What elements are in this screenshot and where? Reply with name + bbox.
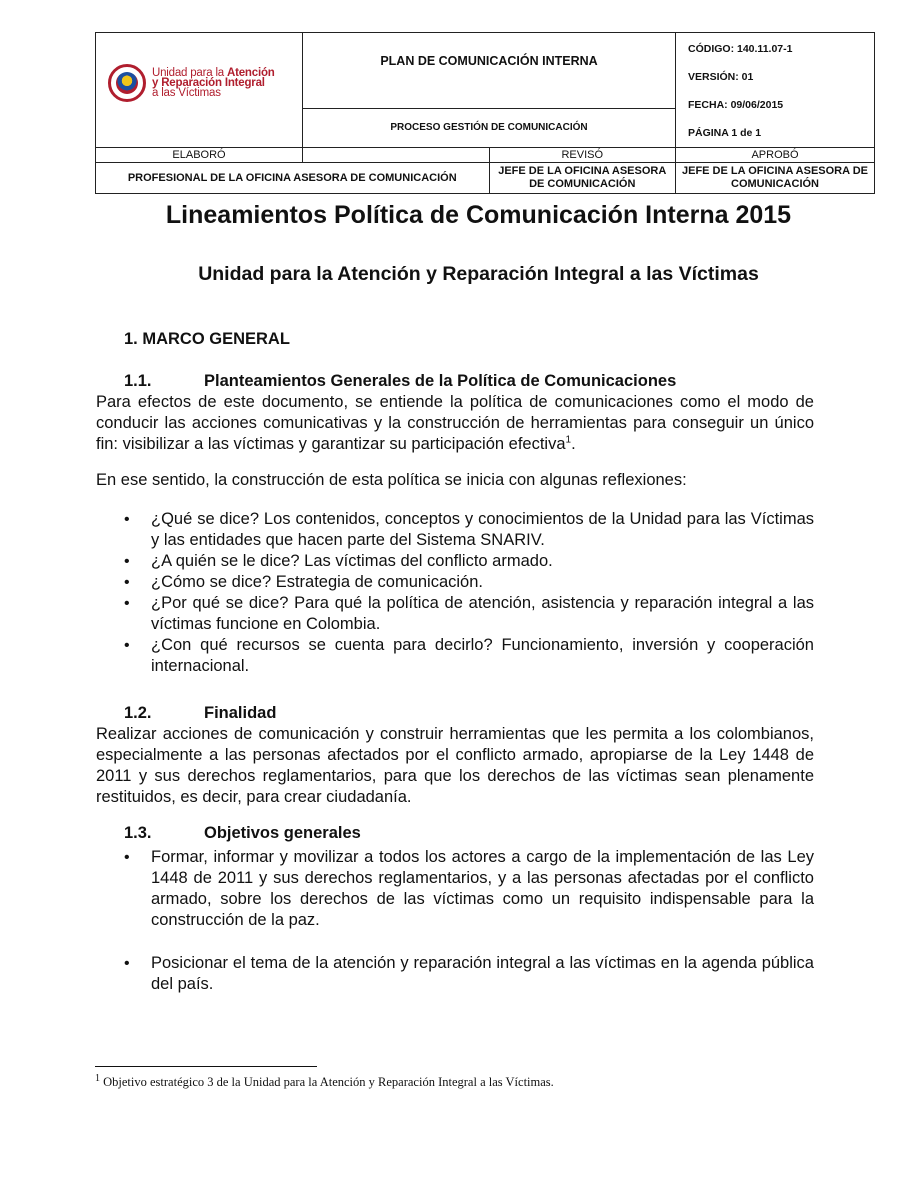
paragraph-finalidad: Realizar acciones de comunicación y construir herramientas que les permita a los colombianos, especialmente a las personas afectados por el conflicto armado, apropiarse de la Ley 1448 de 2011 y sus derechos reglamentarios, para que los derechos de las víctimas sean plenamente restituidos, es decir, para crear ciudadanía. <box>96 725 814 806</box>
paragraph-politica: Para efectos de este documento, se entiende la política de comunicaciones como el modo de conducir las acciones comunicativas y la construcción de herramientas para conseguir un único fin: visibilizar a las víctimas y garantizar su participación efectiva$^1$. <box>96 393 814 453</box>
elaboro-header: ELABORÓ <box>96 148 303 163</box>
elaboro-value: PROFESIONAL DE LA OFICINA ASESORA DE COMUNICACIÓN <box>96 163 490 194</box>
date-label: FECHA: 09/06/2015 <box>688 99 784 111</box>
list-item: • ¿Por qué se dice? Para qué la política de atención, asistencia y reparación integral a las víctimas funcione en Colombia. <box>124 593 814 635</box>
section-heading-marco-general: 1. MARCO GENERAL <box>124 330 290 348</box>
document-title: Lineamientos Política de Comunicación Interna 2015 <box>165 201 792 229</box>
reflexiones-list <box>124 509 814 677</box>
republic-seal-icon <box>108 64 146 102</box>
logo-wordmark: Unidad para la Atención y Reparación Integral a las Víctimas <box>152 67 275 99</box>
objetivos-list <box>124 847 814 931</box>
reviso-header: REVISÓ <box>489 148 676 163</box>
code-label: CÓDIGO: 140.11.07-1 <box>688 43 793 55</box>
document-meta <box>676 33 875 148</box>
version-label: VERSIÓN: 01 <box>688 71 754 83</box>
list-item: • Formar, informar y movilizar a todos los actores a cargo de la implementación de las Ley 1448 de 2011 y sus derechos reglamentarios, y a las personas afectadas por el conflicto armado, sobre los derechos de las víctimas como un requisito indispensable para la construcción de la paz. <box>124 847 814 931</box>
list-item: • ¿Qué se dice? Los contenidos, conceptos y conocimientos de la Unidad para las Víctimas y las entidades que hacen parte del Sistema SNARIV. <box>124 509 814 551</box>
aprobo-header: APROBÓ <box>676 148 875 163</box>
logo-cell <box>96 33 303 148</box>
page-label: PÁGINA 1 de 1 <box>688 127 762 139</box>
objetivos-list-2 <box>124 953 814 995</box>
document-subtitle: Unidad para la Atención y Reparación Integral a las Víctimas <box>198 263 759 285</box>
footnote-divider <box>95 1066 317 1067</box>
list-item: • ¿Con qué recursos se cuenta para decirlo? Funcionamiento, inversión y cooperación internacional. <box>124 635 814 677</box>
unidad-victimas-logo <box>108 64 275 102</box>
elaboro-header-ext <box>303 148 490 163</box>
aprobo-value: JEFE DE LA OFICINA ASESORA DE COMUNICACIÓN <box>676 163 875 194</box>
footnote-ref: 1 <box>565 434 572 446</box>
paragraph-reflexiones: En ese sentido, la construcción de esta política se inicia con algunas reflexiones: <box>96 471 687 489</box>
plan-title: PLAN DE COMUNICACIÓN INTERNA <box>303 33 676 109</box>
list-item: • ¿Cómo se dice? Estrategia de comunicación. <box>124 572 814 593</box>
process-label: PROCESO GESTIÓN DE COMUNICACIÓN <box>303 108 676 148</box>
document-header-table <box>95 32 875 194</box>
list-item: • ¿A quién se le dice? Las víctimas del conflicto armado. <box>124 551 814 572</box>
footnote: $^1$ Objetivo estratégico 3 de la Unidad para la Atención y Reparación Integral a las Víctimas. <box>95 1072 554 1089</box>
list-item: • Posicionar el tema de la atención y reparación integral a las víctimas en la agenda pública del país. <box>124 953 814 995</box>
reviso-value: JEFE DE LA OFICINA ASESORA DE COMUNICACIÓN <box>489 163 676 194</box>
